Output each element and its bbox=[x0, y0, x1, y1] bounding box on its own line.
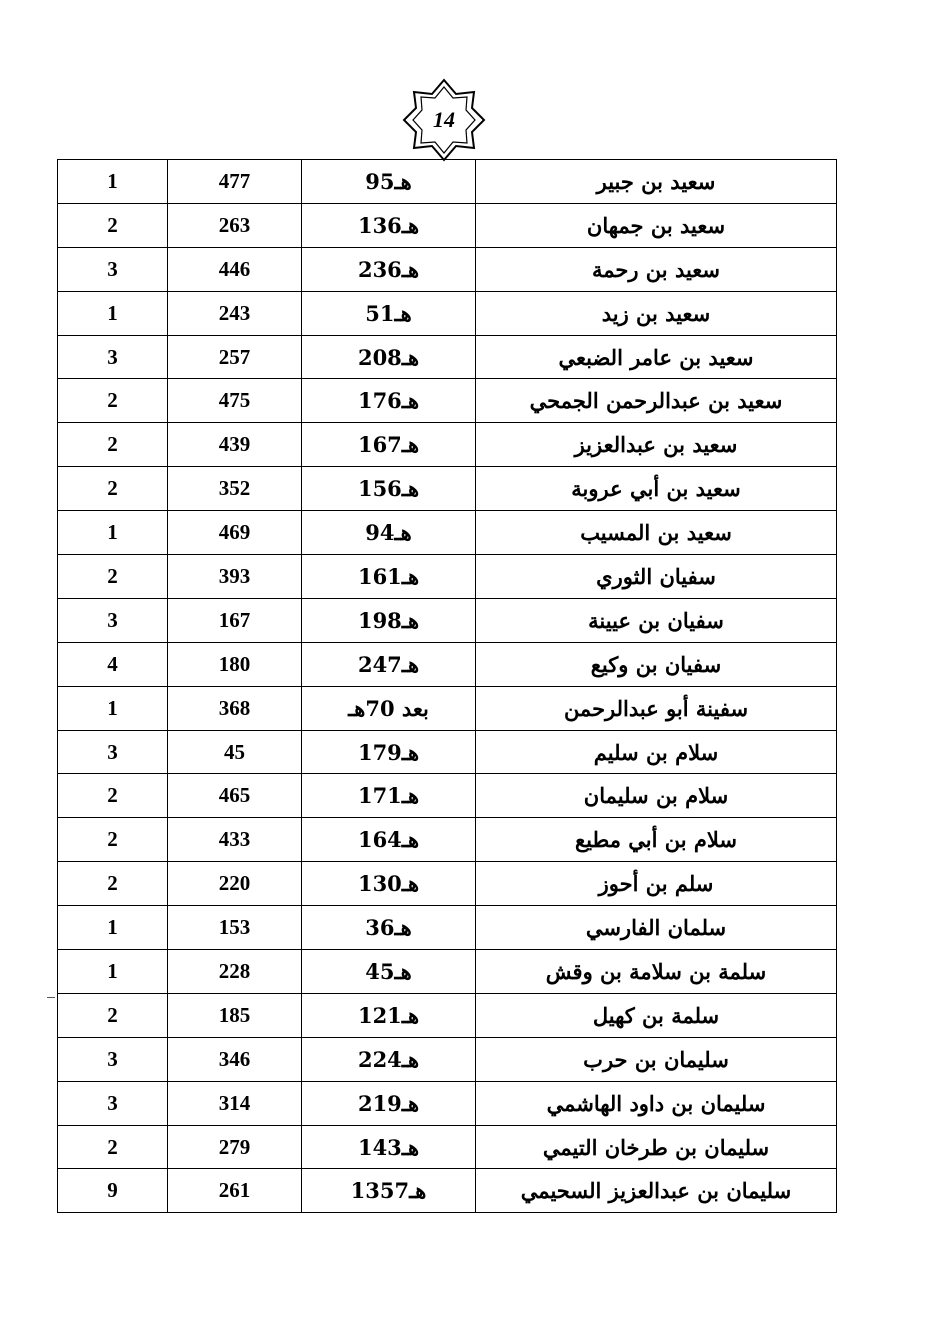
page-cell: 263 bbox=[168, 203, 302, 247]
count-cell: 2 bbox=[58, 203, 168, 247]
count-cell: 4 bbox=[58, 642, 168, 686]
page-cell: 314 bbox=[168, 1081, 302, 1125]
death-year-cell: 179هـ bbox=[302, 730, 476, 774]
page-cell: 45 bbox=[168, 730, 302, 774]
page-number: 14 bbox=[433, 107, 455, 132]
death-year-cell: 51هـ bbox=[302, 291, 476, 335]
page-cell: 167 bbox=[168, 598, 302, 642]
narrator-name-cell: سليمان بن عبدالعزيز السحيمي bbox=[476, 1169, 837, 1213]
count-cell: 3 bbox=[58, 598, 168, 642]
table-row bbox=[58, 1081, 837, 1125]
count-cell: 3 bbox=[58, 247, 168, 291]
narrator-name-cell: سلمة بن كهيل bbox=[476, 993, 837, 1037]
count-cell: 2 bbox=[58, 993, 168, 1037]
death-year-cell: 198هـ bbox=[302, 598, 476, 642]
table-row bbox=[58, 730, 837, 774]
table-row bbox=[58, 203, 837, 247]
narrator-name-cell: سليمان بن طرخان التيمي bbox=[476, 1125, 837, 1169]
narrators-index-table bbox=[57, 159, 837, 1213]
narrator-name-cell: سعيد بن المسيب bbox=[476, 511, 837, 555]
death-year-cell: 130هـ bbox=[302, 862, 476, 906]
count-cell: 2 bbox=[58, 423, 168, 467]
count-cell: 2 bbox=[58, 555, 168, 599]
count-cell: 2 bbox=[58, 818, 168, 862]
death-year-cell: 1357هـ bbox=[302, 1169, 476, 1213]
narrator-name-cell: سلمة بن سلامة بن وقش bbox=[476, 950, 837, 994]
page-cell: 368 bbox=[168, 686, 302, 730]
death-year-cell: 121هـ bbox=[302, 993, 476, 1037]
narrator-name-cell: سعيد بن عبدالرحمن الجمحي bbox=[476, 379, 837, 423]
narrator-name-cell: سلمان الفارسي bbox=[476, 906, 837, 950]
narrator-name-cell: سعيد بن عبدالعزيز bbox=[476, 423, 837, 467]
page-cell: 180 bbox=[168, 642, 302, 686]
narrator-name-cell: سعيد بن أبي عروبة bbox=[476, 467, 837, 511]
narrator-name-cell: سلام بن سليم bbox=[476, 730, 837, 774]
table-row bbox=[58, 686, 837, 730]
page-cell: 261 bbox=[168, 1169, 302, 1213]
narrator-name-cell: سعيد بن جمهان bbox=[476, 203, 837, 247]
count-cell: 1 bbox=[58, 950, 168, 994]
death-year-cell: 167هـ bbox=[302, 423, 476, 467]
table-row bbox=[58, 247, 837, 291]
table-row bbox=[58, 511, 837, 555]
death-year-cell: 236هـ bbox=[302, 247, 476, 291]
page-cell: 446 bbox=[168, 247, 302, 291]
table-row bbox=[58, 291, 837, 335]
death-year-cell: 247هـ bbox=[302, 642, 476, 686]
count-cell: 1 bbox=[58, 291, 168, 335]
page-cell: 475 bbox=[168, 379, 302, 423]
page-cell: 393 bbox=[168, 555, 302, 599]
table-row bbox=[58, 598, 837, 642]
table-row bbox=[58, 335, 837, 379]
narrator-name-cell: سفيان بن وكيع bbox=[476, 642, 837, 686]
count-cell: 2 bbox=[58, 862, 168, 906]
table-row bbox=[58, 423, 837, 467]
narrator-name-cell: سعيد بن رحمة bbox=[476, 247, 837, 291]
page-cell: 185 bbox=[168, 993, 302, 1037]
table-body bbox=[58, 160, 837, 1213]
narrator-name-cell: سليمان بن حرب bbox=[476, 1037, 837, 1081]
narrator-name-cell: سعيد بن عامر الضبعي bbox=[476, 335, 837, 379]
count-cell: 9 bbox=[58, 1169, 168, 1213]
table-row bbox=[58, 818, 837, 862]
table-row bbox=[58, 862, 837, 906]
count-cell: 3 bbox=[58, 1081, 168, 1125]
table-row bbox=[58, 160, 837, 204]
page-cell: 469 bbox=[168, 511, 302, 555]
page-cell: 243 bbox=[168, 291, 302, 335]
death-year-cell: 208هـ bbox=[302, 335, 476, 379]
table-row bbox=[58, 1125, 837, 1169]
count-cell: 2 bbox=[58, 1125, 168, 1169]
page-cell: 439 bbox=[168, 423, 302, 467]
page-cell: 228 bbox=[168, 950, 302, 994]
death-year-cell: 171هـ bbox=[302, 774, 476, 818]
page-cell: 257 bbox=[168, 335, 302, 379]
count-cell: 2 bbox=[58, 774, 168, 818]
count-cell: 1 bbox=[58, 511, 168, 555]
page-cell: 352 bbox=[168, 467, 302, 511]
table-row bbox=[58, 642, 837, 686]
table-row bbox=[58, 555, 837, 599]
narrator-name-cell: سعيد بن جبير bbox=[476, 160, 837, 204]
margin-mark bbox=[47, 997, 55, 998]
table-row bbox=[58, 379, 837, 423]
table-row bbox=[58, 950, 837, 994]
page-cell: 477 bbox=[168, 160, 302, 204]
table-row bbox=[58, 467, 837, 511]
count-cell: 1 bbox=[58, 906, 168, 950]
count-cell: 3 bbox=[58, 730, 168, 774]
count-cell: 3 bbox=[58, 335, 168, 379]
count-cell: 2 bbox=[58, 379, 168, 423]
count-cell: 1 bbox=[58, 160, 168, 204]
death-year-cell: 161هـ bbox=[302, 555, 476, 599]
death-year-cell: 94هـ bbox=[302, 511, 476, 555]
death-year-cell: 143هـ bbox=[302, 1125, 476, 1169]
narrator-name-cell: سلام بن أبي مطيع bbox=[476, 818, 837, 862]
count-cell: 3 bbox=[58, 1037, 168, 1081]
count-cell: 1 bbox=[58, 686, 168, 730]
page-cell: 346 bbox=[168, 1037, 302, 1081]
death-year-cell: 164هـ bbox=[302, 818, 476, 862]
death-year-cell: 156هـ bbox=[302, 467, 476, 511]
narrator-name-cell: سلام بن سليمان bbox=[476, 774, 837, 818]
page-cell: 465 bbox=[168, 774, 302, 818]
death-year-cell: 95هـ bbox=[302, 160, 476, 204]
table-row bbox=[58, 1169, 837, 1213]
table-row bbox=[58, 774, 837, 818]
page-number-badge bbox=[402, 78, 486, 162]
death-year-cell: 224هـ bbox=[302, 1037, 476, 1081]
table-row bbox=[58, 906, 837, 950]
narrator-name-cell: سفيان بن عيينة bbox=[476, 598, 837, 642]
death-year-cell: 219هـ bbox=[302, 1081, 476, 1125]
page-cell: 279 bbox=[168, 1125, 302, 1169]
page-cell: 433 bbox=[168, 818, 302, 862]
table-row bbox=[58, 1037, 837, 1081]
narrator-name-cell: سلم بن أحوز bbox=[476, 862, 837, 906]
narrator-name-cell: سفينة أبو عبدالرحمن bbox=[476, 686, 837, 730]
death-year-cell: 176هـ bbox=[302, 379, 476, 423]
death-year-cell: 36هـ bbox=[302, 906, 476, 950]
count-cell: 2 bbox=[58, 467, 168, 511]
death-year-cell: 136هـ bbox=[302, 203, 476, 247]
death-year-cell: بعد 70هـ bbox=[302, 686, 476, 730]
page-cell: 153 bbox=[168, 906, 302, 950]
table-row bbox=[58, 993, 837, 1037]
death-year-cell: 45هـ bbox=[302, 950, 476, 994]
narrator-name-cell: سعيد بن زيد bbox=[476, 291, 837, 335]
narrator-name-cell: سليمان بن داود الهاشمي bbox=[476, 1081, 837, 1125]
page-cell: 220 bbox=[168, 862, 302, 906]
narrator-name-cell: سفيان الثوري bbox=[476, 555, 837, 599]
